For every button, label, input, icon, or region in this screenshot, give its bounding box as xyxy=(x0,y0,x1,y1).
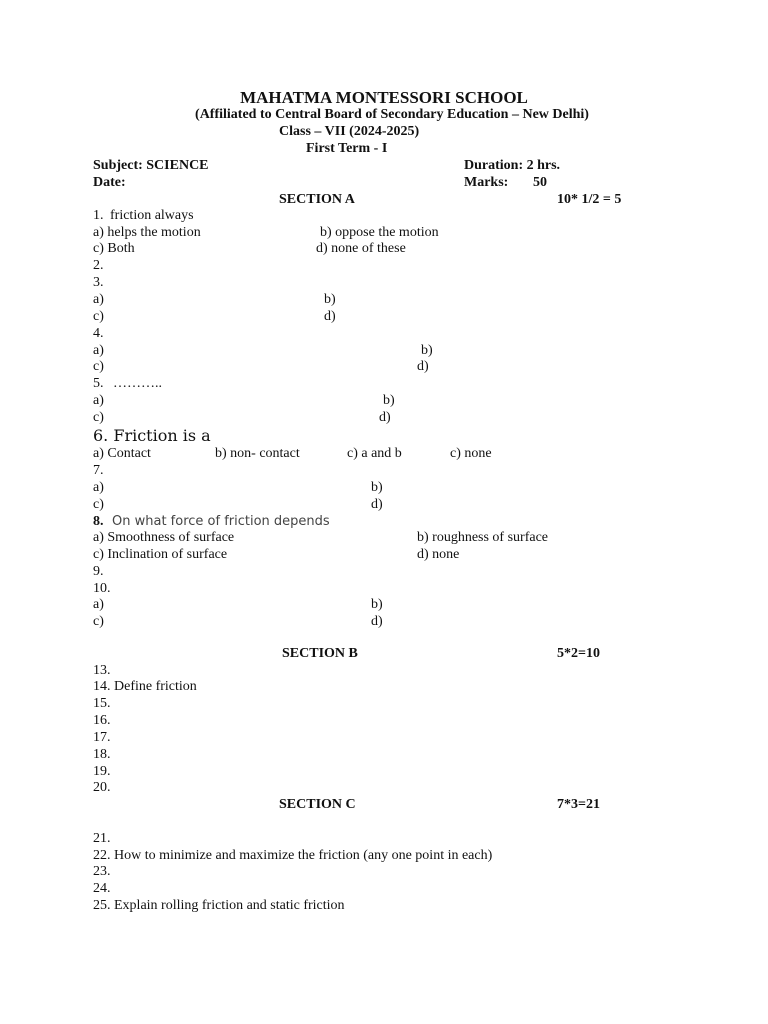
q6-option-d: c) none xyxy=(450,446,492,461)
section-b-marks: 5*2=10 xyxy=(557,646,600,661)
school-name: MAHATMA MONTESSORI SCHOOL xyxy=(240,88,528,107)
q1-text: friction always xyxy=(110,208,194,223)
q3-option-c: c) xyxy=(93,309,104,324)
q6-option-b: b) non- contact xyxy=(215,446,300,461)
term-line: First Term - I xyxy=(306,141,388,156)
q1-option-d: d) none of these xyxy=(316,241,406,256)
marks-value: 50 xyxy=(533,175,547,190)
q6-option-c: c) a and b xyxy=(347,446,402,461)
q10-option-d: d) xyxy=(371,614,383,629)
q8-option-b: b) roughness of surface xyxy=(417,530,549,545)
section-c-title: SECTION C xyxy=(279,797,356,812)
q10-option-c: c) xyxy=(93,614,104,629)
q5-text: ……….. xyxy=(113,376,162,391)
question-line: 25. Explain rolling friction and static friction xyxy=(93,898,345,913)
question-line: 17. xyxy=(93,730,111,745)
question-line: 21. xyxy=(93,831,111,846)
q5-option-a: a) xyxy=(93,393,104,408)
date-label: Date: xyxy=(93,175,126,190)
q8-option-a: a) Smoothness of surface xyxy=(93,530,235,545)
section-b-title: SECTION B xyxy=(282,646,358,661)
question-line: 18. xyxy=(93,747,111,762)
q7-option-c: c) xyxy=(93,497,104,512)
q8-option-d: d) none xyxy=(417,547,460,562)
q7-option-b: b) xyxy=(371,480,383,495)
q10-number: 10. xyxy=(93,581,111,596)
q3-option-d: d) xyxy=(324,309,336,324)
q2-number: 2. xyxy=(93,258,104,273)
section-c-marks: 7*3=21 xyxy=(557,797,600,812)
question-line: 24. xyxy=(93,881,111,896)
q5-number: 5. xyxy=(93,376,104,391)
q4-option-a: a) xyxy=(93,343,104,358)
q8-number: 8. xyxy=(93,514,104,529)
question-line: 15. xyxy=(93,696,111,711)
q8-option-c: c) Inclination of surface xyxy=(93,547,228,562)
q7-option-d: d) xyxy=(371,497,383,512)
affiliation-line: (Affiliated to Central Board of Secondary Education – New Delhi) xyxy=(195,107,589,122)
q8-text: On what force of friction depends xyxy=(112,514,330,529)
section-a-title: SECTION A xyxy=(279,192,355,207)
q1-option-a: a) helps the motion xyxy=(93,225,201,240)
q4-number: 4. xyxy=(93,326,104,341)
q9-number: 9. xyxy=(93,564,104,579)
question-line: 23. xyxy=(93,864,111,879)
class-line: Class – VII (2024-2025) xyxy=(279,124,420,139)
q6-text: 6. Friction is a xyxy=(93,426,211,445)
question-line: 20. xyxy=(93,780,111,795)
q5-option-d: d) xyxy=(379,410,391,425)
q1-option-c: c) Both xyxy=(93,241,135,256)
q7-number: 7. xyxy=(93,463,104,478)
q1-option-b: b) oppose the motion xyxy=(320,225,439,240)
q5-option-c: c) xyxy=(93,410,104,425)
q7-option-a: a) xyxy=(93,480,104,495)
q3-number: 3. xyxy=(93,275,104,290)
q4-option-b: b) xyxy=(421,343,433,358)
q1-number: 1. xyxy=(93,208,104,223)
q10-option-b: b) xyxy=(371,597,383,612)
question-line: 14. Define friction xyxy=(93,679,197,694)
subject-label: Subject: SCIENCE xyxy=(93,158,209,173)
question-line: 19. xyxy=(93,764,111,779)
q5-option-b: b) xyxy=(383,393,395,408)
q10-option-a: a) xyxy=(93,597,104,612)
question-line: 13. xyxy=(93,663,111,678)
question-line: 16. xyxy=(93,713,111,728)
q6-option-a: a) Contact xyxy=(93,446,151,461)
section-a-marks: 10* 1/2 = 5 xyxy=(557,192,622,207)
q3-option-b: b) xyxy=(324,292,336,307)
duration-label: Duration: 2 hrs. xyxy=(464,158,561,173)
q3-option-a: a) xyxy=(93,292,104,307)
marks-label: Marks: xyxy=(464,175,509,190)
q4-option-d: d) xyxy=(417,359,429,374)
question-line: 22. How to minimize and maximize the friction (any one point in each) xyxy=(93,848,493,863)
q4-option-c: c) xyxy=(93,359,104,374)
